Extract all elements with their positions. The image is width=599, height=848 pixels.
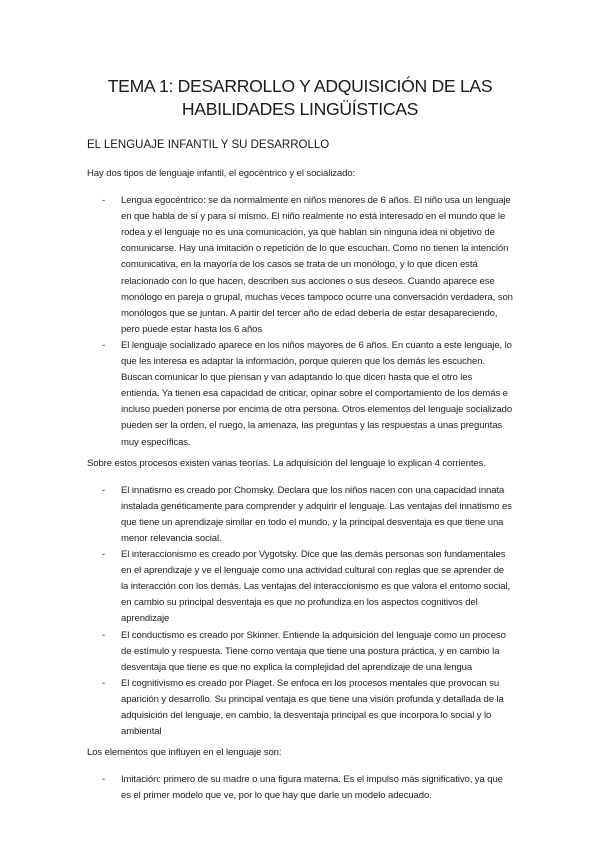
list-item <box>87 193 513 338</box>
dash-bullet: - <box>102 339 106 351</box>
list-item-text: El innatismo es creado por Chomsky. Declara que los niños nacen con una capacidad innata instalada genéticamente para comprender y adquirir el lenguaje. Las ventajas del innatismo es que tiene un aprendizaje similar en todo el mundo, y la principal desventaja es que tiene una menor relevancia social. <box>121 484 512 544</box>
list-item-text: Lengua egocéntrico: se da normalmente en niños menores de 6 años. El niño usa un lenguaje en que habla de sí y para sí mismo. El niño realmente no está interesado en el mundo que le rodea y el lenguaje no es una comunicación, ya que hablan sin ninguna idea ni objetivo de comunicarse. Hay una imitación o repetición de lo que escuchan. Como no tienen la intención comunicativa, en la mayoría de los casos se trata de un monólogo, y lo que dicen está relacionado con lo que hacen, describen sus acciones o sus deseos. Cuando aparece ese monólogo en pareja o grupal, muchas veces tampoco ocurre una conversación verdadera, son monólogos que se juntan. A partir del tercer año de edad debería de estar desapareciendo, pero puede estar hasta los 6 años <box>121 195 513 335</box>
list-item <box>87 338 513 451</box>
list-item-text: El cognitivismo es creado por Piaget. Se enfoca en los procesos mentales que provocan su aparición y desarrollo. Su principal ventaja es que tiene una visión profunda y detallada de la adquisición del lenguaje, en cambio, la desventaja principal es que incorpora lo social y lo ambiental <box>121 677 504 738</box>
list-item <box>87 676 513 740</box>
elements-list <box>87 772 513 804</box>
list-item <box>87 772 513 804</box>
dash-bullet: - <box>102 677 106 689</box>
dash-bullet: - <box>102 549 106 561</box>
section-heading: EL LENGUAJE INFANTIL Y SU DESARROLLO <box>87 139 330 151</box>
dash-bullet: - <box>102 484 106 496</box>
theories-intro-paragraph: Sobre estos procesos existen varias teorías. La adquisición del lenguaje lo explican 4 corrientes. <box>87 457 486 469</box>
list-item <box>87 547 513 627</box>
elements-intro-paragraph: Los elementos que influyen en el lenguaje son: <box>87 747 282 759</box>
list-item-text: El conductismo es creado por Skinner. Entiende la adquisición del lenguaje como un proceso de estímulo y respuesta. Tiene como ventaja que tiene una postura práctica, y en cambio la desventaja que tiene es que no explica la complejidad del aprendizaje de una lengua <box>121 629 506 673</box>
dash-bullet: - <box>102 774 106 786</box>
document-title: TEMA 1: DESARROLLO Y ADQUISICIÓN DE LAS HABILIDADES LINGÜÍSTICAS <box>107 76 493 119</box>
list-item-text: El lenguaje socializado aparece en los niños mayores de 6 años. En cuanto a este lenguaje, lo que les interesa es adaptar la información, porque quieren que los demás les escuchen. Buscan comunicar lo que piensan y van adaptando lo que dicen hasta que el otro les entienda. Ya tienen esa capacidad de criticar, opinar sobre el comportamiento de los demás e incluso pueden ponerse por encima de otra persona. Otros elementos del lenguaje socializado pueden ser la orden, el ruego, la amenaza, las preguntas y las respuestas a unas preguntas muy específicas. <box>121 339 513 448</box>
list-item-text: El interaccionismo es creado por Vygotsky. Dice que las demás personas son fundamentales en el aprendizaje y ve el lenguaje como una actividad cultural con reglas que se aprender de la interacción con los demás. Las ventajas del interaccionismo es que valora el entorno social, en cambio su principal desventaja es que no profundiza en los aspectos cognitivos del aprendizaje <box>121 549 511 625</box>
list-item-text: Imitación: primero de su madre o una figura materna. Es el impulso más significativo, ya que es el primer modelo que ve, por lo que hay que darle un modelo adecuado. <box>121 774 503 802</box>
list-item <box>87 628 513 676</box>
dash-bullet: - <box>102 629 106 641</box>
dash-bullet: - <box>102 195 106 207</box>
theories-list <box>87 483 513 741</box>
intro-paragraph: Hay dos tipos de lenguaje infantil, el egocéntrico y el socializado: <box>87 168 356 179</box>
list-item <box>87 483 513 547</box>
language-types-list <box>87 193 513 451</box>
